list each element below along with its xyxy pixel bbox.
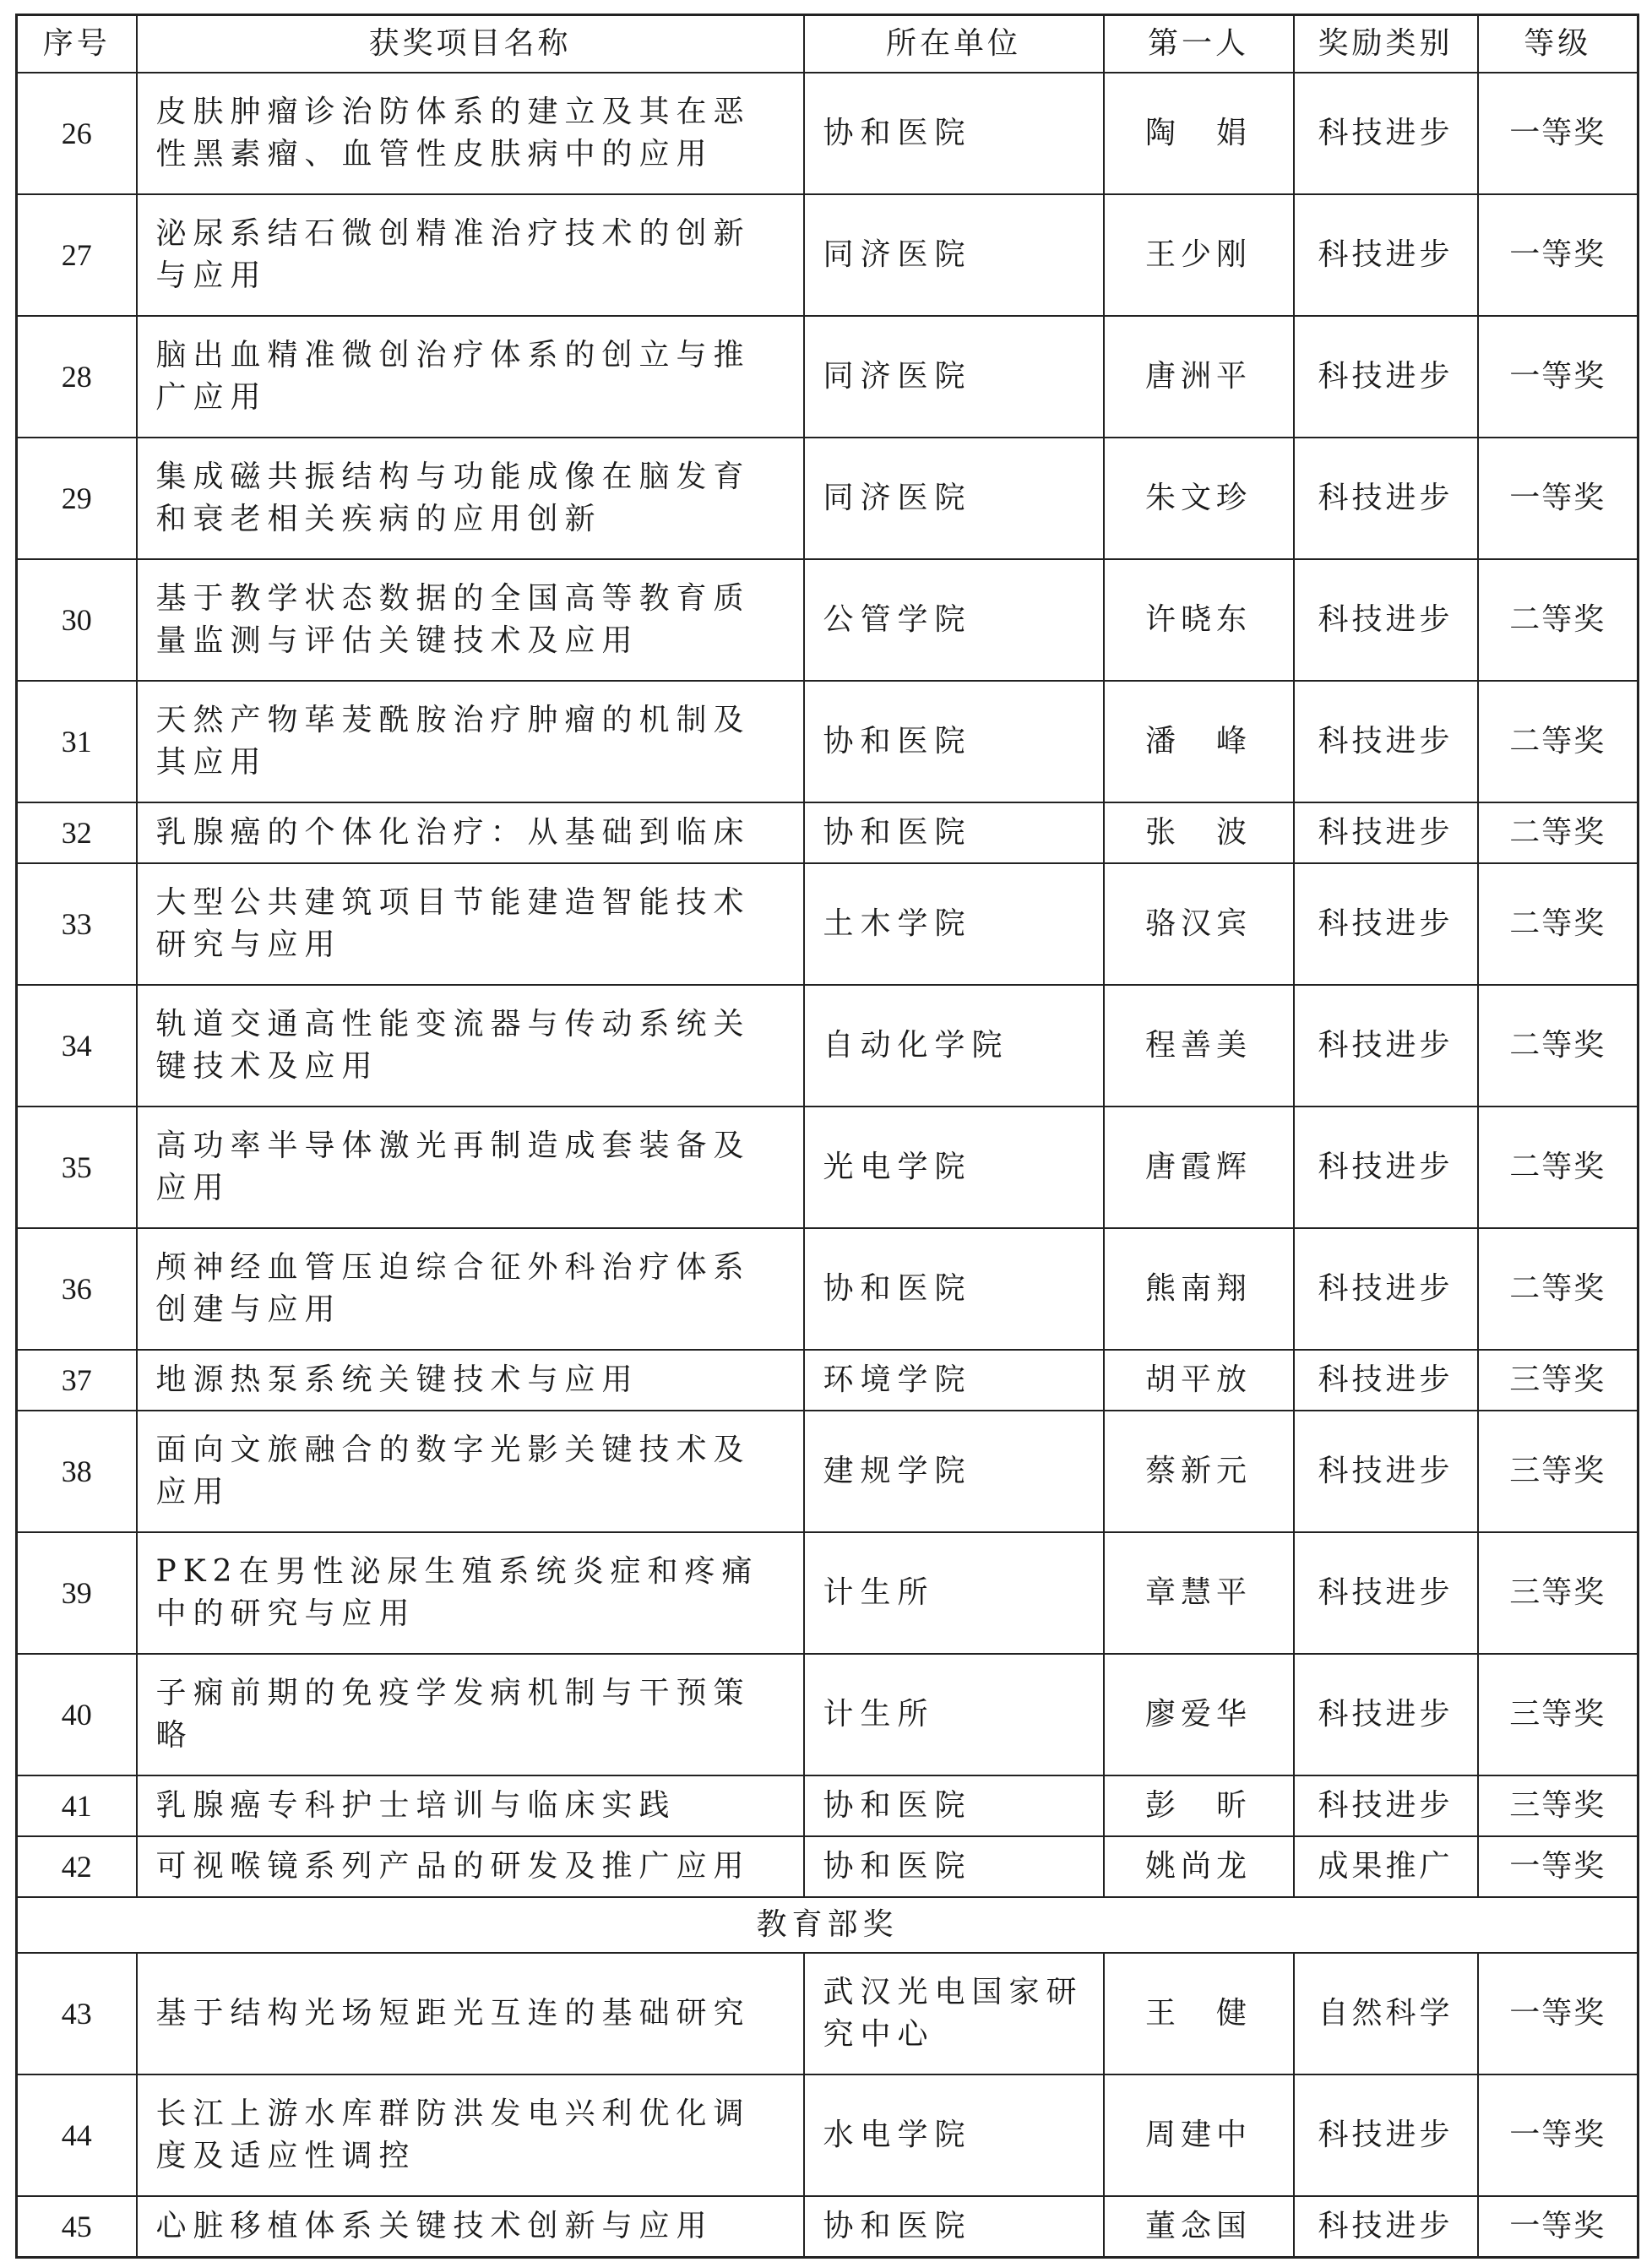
cell-title: 心脏移植体系关键技术创新与应用 xyxy=(137,2196,804,2258)
cell-unit: 协和医院 xyxy=(804,1228,1104,1350)
cell-no: 44 xyxy=(17,2074,137,2196)
cell-no: 37 xyxy=(17,1350,137,1411)
cell-unit: 水电学院 xyxy=(804,2074,1104,2196)
table-row xyxy=(17,681,1638,802)
header-type: 奖励类别 xyxy=(1294,15,1478,73)
cell-title: 面向文旅融合的数字光影关键技术及应用 xyxy=(137,1411,804,1532)
cell-type: 科技进步 xyxy=(1294,1350,1478,1411)
cell-level: 一等奖 xyxy=(1478,2196,1638,2258)
cell-unit: 协和医院 xyxy=(804,2196,1104,2258)
cell-title: 子痫前期的免疫学发病机制与干预策略 xyxy=(137,1654,804,1775)
cell-person: 朱文珍 xyxy=(1104,438,1294,559)
table-row xyxy=(17,1953,1638,2074)
cell-level: 二等奖 xyxy=(1478,559,1638,681)
cell-title: 基于结构光场短距光互连的基础研究 xyxy=(137,1953,804,2074)
cell-type: 成果推广 xyxy=(1294,1836,1478,1897)
table-row xyxy=(17,1836,1638,1897)
table-row xyxy=(17,1775,1638,1836)
section-row xyxy=(17,1897,1638,1953)
cell-type: 科技进步 xyxy=(1294,681,1478,802)
cell-person: 彭 昕 xyxy=(1104,1775,1294,1836)
cell-type: 科技进步 xyxy=(1294,73,1478,194)
table-row xyxy=(17,438,1638,559)
cell-no: 42 xyxy=(17,1836,137,1897)
cell-type: 科技进步 xyxy=(1294,1411,1478,1532)
header-title: 获奖项目名称 xyxy=(137,15,804,73)
cell-no: 35 xyxy=(17,1107,137,1228)
header-no: 序号 xyxy=(17,15,137,73)
cell-level: 一等奖 xyxy=(1478,1836,1638,1897)
cell-level: 一等奖 xyxy=(1478,2074,1638,2196)
table-row xyxy=(17,194,1638,316)
cell-person: 唐霞辉 xyxy=(1104,1107,1294,1228)
cell-person: 王少刚 xyxy=(1104,194,1294,316)
section-label: 教育部奖 xyxy=(17,1897,1638,1953)
cell-no: 39 xyxy=(17,1532,137,1654)
cell-type: 科技进步 xyxy=(1294,985,1478,1107)
cell-type: 科技进步 xyxy=(1294,1654,1478,1775)
table-row xyxy=(17,316,1638,438)
header-unit: 所在单位 xyxy=(804,15,1104,73)
cell-type: 科技进步 xyxy=(1294,438,1478,559)
cell-no: 28 xyxy=(17,316,137,438)
cell-title: 地源热泵系统关键技术与应用 xyxy=(137,1350,804,1411)
cell-unit: 协和医院 xyxy=(804,1836,1104,1897)
cell-unit: 协和医院 xyxy=(804,73,1104,194)
cell-no: 36 xyxy=(17,1228,137,1350)
table-row xyxy=(17,1350,1638,1411)
table-row xyxy=(17,73,1638,194)
cell-level: 一等奖 xyxy=(1478,1953,1638,2074)
cell-level: 一等奖 xyxy=(1478,194,1638,316)
cell-unit: 同济医院 xyxy=(804,194,1104,316)
cell-title: 大型公共建筑项目节能建造智能技术研究与应用 xyxy=(137,863,804,985)
table-row xyxy=(17,1532,1638,1654)
cell-no: 29 xyxy=(17,438,137,559)
cell-title: 集成磁共振结构与功能成像在脑发育和衰老相关疾病的应用创新 xyxy=(137,438,804,559)
cell-level: 二等奖 xyxy=(1478,1107,1638,1228)
cell-person: 许晓东 xyxy=(1104,559,1294,681)
cell-unit: 同济医院 xyxy=(804,316,1104,438)
cell-title: 颅神经血管压迫综合征外科治疗体系创建与应用 xyxy=(137,1228,804,1350)
table-row xyxy=(17,559,1638,681)
cell-title: 可视喉镜系列产品的研发及推广应用 xyxy=(137,1836,804,1897)
table-row xyxy=(17,1654,1638,1775)
cell-type: 科技进步 xyxy=(1294,2074,1478,2196)
cell-unit: 土木学院 xyxy=(804,863,1104,985)
table-row xyxy=(17,2196,1638,2258)
section-table-body xyxy=(17,1953,1638,2258)
cell-level: 二等奖 xyxy=(1478,1228,1638,1350)
cell-level: 三等奖 xyxy=(1478,1532,1638,1654)
table-row xyxy=(17,802,1638,863)
cell-type: 科技进步 xyxy=(1294,863,1478,985)
cell-level: 一等奖 xyxy=(1478,316,1638,438)
cell-type: 科技进步 xyxy=(1294,1228,1478,1350)
header-level: 等级 xyxy=(1478,15,1638,73)
cell-level: 三等奖 xyxy=(1478,1350,1638,1411)
cell-level: 一等奖 xyxy=(1478,73,1638,194)
cell-title: 天然产物荜茇酰胺治疗肿瘤的机制及其应用 xyxy=(137,681,804,802)
cell-type: 科技进步 xyxy=(1294,1107,1478,1228)
cell-no: 43 xyxy=(17,1953,137,2074)
cell-unit: 协和医院 xyxy=(804,1775,1104,1836)
cell-unit: 自动化学院 xyxy=(804,985,1104,1107)
table-header xyxy=(17,15,1638,73)
section-header-body xyxy=(17,1897,1638,1953)
cell-level: 三等奖 xyxy=(1478,1775,1638,1836)
cell-type: 科技进步 xyxy=(1294,559,1478,681)
cell-person: 潘 峰 xyxy=(1104,681,1294,802)
cell-type: 科技进步 xyxy=(1294,194,1478,316)
header-person: 第一人 xyxy=(1104,15,1294,73)
cell-no: 40 xyxy=(17,1654,137,1775)
header-row xyxy=(17,15,1638,73)
cell-person: 董念国 xyxy=(1104,2196,1294,2258)
cell-type: 科技进步 xyxy=(1294,1532,1478,1654)
cell-person: 姚尚龙 xyxy=(1104,1836,1294,1897)
cell-title: 长江上游水库群防洪发电兴利优化调度及适应性调控 xyxy=(137,2074,804,2196)
cell-title: 基于教学状态数据的全国高等教育质量监测与评估关键技术及应用 xyxy=(137,559,804,681)
cell-type: 科技进步 xyxy=(1294,316,1478,438)
cell-level: 一等奖 xyxy=(1478,438,1638,559)
table-row xyxy=(17,1107,1638,1228)
cell-person: 章慧平 xyxy=(1104,1532,1294,1654)
cell-person: 熊南翔 xyxy=(1104,1228,1294,1350)
cell-title: 高功率半导体激光再制造成套装备及应用 xyxy=(137,1107,804,1228)
cell-type: 科技进步 xyxy=(1294,1775,1478,1836)
cell-level: 二等奖 xyxy=(1478,681,1638,802)
cell-no: 41 xyxy=(17,1775,137,1836)
cell-title: PK2在男性泌尿生殖系统炎症和疼痛中的研究与应用 xyxy=(137,1532,804,1654)
table-row xyxy=(17,985,1638,1107)
cell-no: 34 xyxy=(17,985,137,1107)
cell-title: 轨道交通高性能变流器与传动系统关键技术及应用 xyxy=(137,985,804,1107)
cell-type: 自然科学 xyxy=(1294,1953,1478,2074)
cell-no: 32 xyxy=(17,802,137,863)
cell-unit: 环境学院 xyxy=(804,1350,1104,1411)
cell-person: 张 波 xyxy=(1104,802,1294,863)
cell-no: 31 xyxy=(17,681,137,802)
cell-level: 三等奖 xyxy=(1478,1411,1638,1532)
cell-title: 乳腺癌的个体化治疗：从基础到临床 xyxy=(137,802,804,863)
cell-person: 唐洲平 xyxy=(1104,316,1294,438)
cell-no: 26 xyxy=(17,73,137,194)
cell-unit: 建规学院 xyxy=(804,1411,1104,1532)
table-row xyxy=(17,863,1638,985)
awards-table xyxy=(15,14,1639,2259)
cell-title: 皮肤肿瘤诊治防体系的建立及其在恶性黑素瘤、血管性皮肤病中的应用 xyxy=(137,73,804,194)
table-body xyxy=(17,73,1638,1897)
cell-person: 骆汉宾 xyxy=(1104,863,1294,985)
cell-unit: 同济医院 xyxy=(804,438,1104,559)
cell-level: 二等奖 xyxy=(1478,985,1638,1107)
cell-person: 王 健 xyxy=(1104,1953,1294,2074)
cell-person: 胡平放 xyxy=(1104,1350,1294,1411)
cell-no: 30 xyxy=(17,559,137,681)
cell-unit: 协和医院 xyxy=(804,681,1104,802)
cell-person: 周建中 xyxy=(1104,2074,1294,2196)
cell-title: 乳腺癌专科护士培训与临床实践 xyxy=(137,1775,804,1836)
cell-unit: 武汉光电国家研究中心 xyxy=(804,1953,1104,2074)
cell-unit: 计生所 xyxy=(804,1532,1104,1654)
cell-level: 二等奖 xyxy=(1478,863,1638,985)
cell-no: 33 xyxy=(17,863,137,985)
table-row xyxy=(17,2074,1638,2196)
cell-unit: 协和医院 xyxy=(804,802,1104,863)
table-row xyxy=(17,1228,1638,1350)
cell-person: 蔡新元 xyxy=(1104,1411,1294,1532)
cell-person: 程善美 xyxy=(1104,985,1294,1107)
table-row xyxy=(17,1411,1638,1532)
cell-no: 45 xyxy=(17,2196,137,2258)
cell-unit: 计生所 xyxy=(804,1654,1104,1775)
cell-type: 科技进步 xyxy=(1294,802,1478,863)
cell-unit: 光电学院 xyxy=(804,1107,1104,1228)
cell-person: 廖爱华 xyxy=(1104,1654,1294,1775)
cell-title: 脑出血精准微创治疗体系的创立与推广应用 xyxy=(137,316,804,438)
cell-title: 泌尿系结石微创精准治疗技术的创新与应用 xyxy=(137,194,804,316)
cell-no: 38 xyxy=(17,1411,137,1532)
cell-type: 科技进步 xyxy=(1294,2196,1478,2258)
cell-unit: 公管学院 xyxy=(804,559,1104,681)
cell-person: 陶 娟 xyxy=(1104,73,1294,194)
cell-no: 27 xyxy=(17,194,137,316)
cell-level: 三等奖 xyxy=(1478,1654,1638,1775)
cell-level: 二等奖 xyxy=(1478,802,1638,863)
